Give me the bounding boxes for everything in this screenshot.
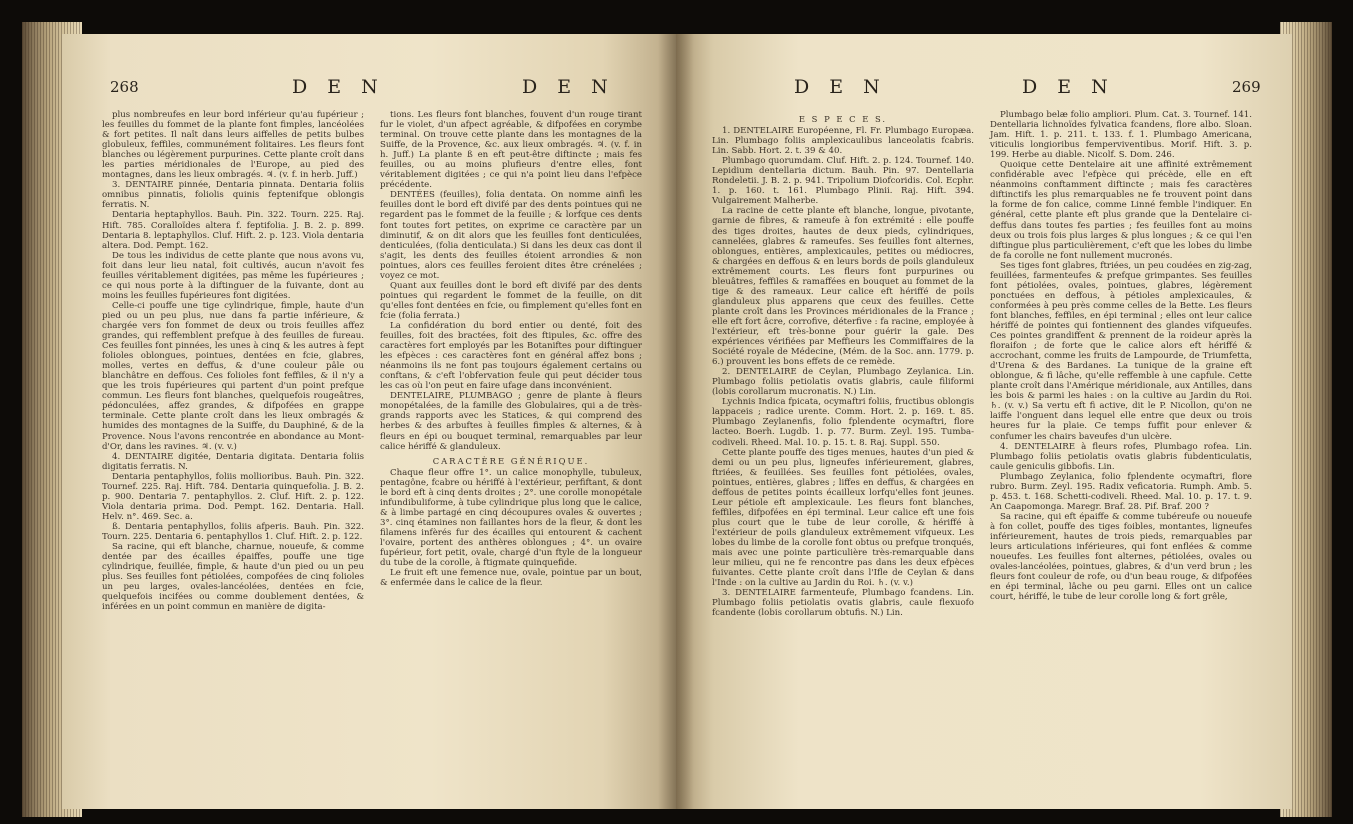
paragraph: plus nombreufes en leur bord inférieur qu'au fupérieur ; les feuilles du fommet de la plante font fimples, lancéolées & fort petites. Il naît dans leurs aiffelles de petits bulbes globuleux, feffiles, communément folitaires. Les fleurs font blanches ou légèrement purpurines. Cette plante croît dans les parties méridionales de l'Europe, au pied des montagnes, dans les lieux ombragés. ♃. (v. f. in herb. Juff.) [102, 110, 364, 181]
paragraph: 3. DENTAIRE pinnée, Dentaria pinnata. Dentaria foliis omnibus pinnatis, foliolis quinis feptenifque oblongis ferratis. N. [102, 180, 364, 211]
running-head-right-1: D E N [794, 76, 887, 98]
running-head-left-2: D E N [522, 76, 615, 98]
right-column-2 [990, 110, 1252, 602]
right-column-1 [712, 110, 974, 618]
paragraph: Sa racine, qui eft épaiffe & comme tubéreufe ou noueufe à fon collet, pouffe des tiges foibles, montantes, ligneufes inférieurement, hautes de trois pieds, remarquables par leurs articulations inférieures, qui font enflées & comme noueufes. Les feuilles font alternes, pétiolées, ovales ou ovales-lancéolées, pointues, glabres, & d'un verd brun ; les fleurs font couleur de rofe, ou d'un beau rouge, & difpofées en épi terminal, lâche ou peu garni. Elles ont un calice court, hériffé, le tube de leur corolle long & fort grêle, [990, 511, 1252, 603]
paragraph: 4. DENTELAIRE à fleurs rofes, Plumbago rofea. Lin. Plumbago foliis petiolatis ovatis glabris fubdenticulatis, caule geniculis gibbofis. Lin. [990, 441, 1252, 472]
left-column-1 [102, 110, 364, 612]
left-column-2 [380, 110, 642, 588]
left-page [62, 34, 676, 809]
paragraph: Lychnis Indica fpicata, ocymaftri foliis, fructibus oblongis lappaceis ; radice urente. Comm. Hort. 2. p. 169. t. 85. Plumbago Zeylanenfis, folio fplendente ocymaftri, flore lacteo. Boerh. Lugdb. 1. p. 77. Burm. Zeyl. 195. Tumba-codiveli. Rheed. Mal. 10. p. 15. t. 8. Raj. Suppl. 550. [712, 397, 974, 448]
paragraph: DENTELAIRE, PLUMBAGO ; genre de plante à fleurs monopétalées, de la famille des Globulaires, qui a de très-grands rapports avec les Statices, & qui comprend des herbes & des arbuftes à feuilles fimples & alternes, & à fleurs en épi ou bouquet terminal, remarquables par leur calice hériffé & glanduleux. [380, 391, 642, 452]
section-heading: E S P E C E S. [798, 114, 888, 124]
paragraph: La racine de cette plante eft blanche, longue, pivotante, garnie de fibres, & rameufe à fon extrémité : elle pouffe des tiges droites, hautes de deux pieds, cylindriques, cannelées, glabres & rameufes. Ses feuilles font alternes, oblongues, entières, amplexicaules, petites ou médiocres, & chargées en deffous & en leurs bords de poils glanduleux extrêmement courts. Les fleurs font purpurines ou bleuâtres, feffiles & ramaffées en bouquet au fommet de la tige & des rameaux. Leur calice eft hériffé de poils glanduleux plus apparens que ceux des feuilles. Cette plante croît dans les Provinces méridionales de la France ; elle eft fort âcre, corrofive, déterfive : fa racine, employée à l'extérieur, eft très-bonne pour guérir la gale. Des expériences vérifiées par Meffieurs les Commiffaires de la Société royale de Médecine, (Mém. de la Soc. ann. 1779. p. 6.) prouvent les bons effets de ce remède. [712, 206, 974, 368]
paragraph: Dentaria heptaphyllos. Bauh. Pin. 322. Tourn. 225. Raj. Hift. 785. Coralloïdes altera f. feptifolia. J. B. 2. p. 899. Dentaria 8. leptaphyllos. Cluf. Hift. 2. p. 123. Viola dentaria altera. Dod. Pempt. 162. [102, 210, 364, 251]
paragraph: La confidération du bord entier ou denté, foit des feuilles, foit des bractées, foit des ftipules, &c. offre des caractères fort employés par les Botaniftes pour diftinguer les efpèces : ces caractères font en général affez bons ; néanmoins ils ne font pas toujours également certains ou conftans, & c'eft l'obfervation feule qui peut décider tous les cas où l'on peut en faire ufage dans inconvénient. [380, 320, 642, 392]
section-heading: CARACTÈRE GÉNÉRIQUE. [432, 455, 590, 466]
running-head-left-1: D E N [292, 76, 385, 98]
paragraph: Chaque fleur offre 1°. un calice monophylle, tubuleux, pentagône, fcabre ou hériffé à l'extérieur, perfiftant, & dont le bord eft à cinq dents droites ; 2°. une corolle monopétale infundibuliforme, à tube cylindrique plus long que le calice, & à limbe partagé en cinq découpures ovales & ouvertes ; 3°. cinq étamines non faillantes hors de la fleur, & dont les filamens infèrés fur des écailles qui entourent & cachent l'ovaire, portent des anthères oblongues ; 4°. un ovaire fupérieur, fort petit, ovale, chargé d'un ftyle de la longueur du tube de la corolle, à ftigmate quinquefide. [380, 467, 642, 569]
paragraph: Celle-ci pouffe une tige cylindrique, fimple, haute d'un pied ou un peu plus, nue dans fa partie inférieure, & chargée vers fon fommet de deux ou trois feuilles affez grandes, qui reffemblent prefque à des feuilles de fureau. Ces feuilles font pinnées, les unes à cinq & les autres à fept folioles oblongues, pointues, dentées en fcie, glabres, molles, vertes en deffus, & d'une couleur pâle ou blanchâtre en deffous. Ces folioles font feffiles, & il n'y a que les trois fupérieures qui partent d'un point prefque commun. Les fleurs font blanches, quelquefois rougeâtres, pédonculées, affez grandes, & difpofées en grappe terminale. Cette plante croît dans les lieux ombragés & humides des montagnes de la Suiffe, du Dauphiné, & de la Provence. Nous l'avons rencontrée en abondance au Mont-d'Or, dans les ravines. ♃. (v. v.) [102, 300, 364, 452]
open-book [22, 22, 1332, 817]
page-number-right: 269 [1232, 78, 1261, 96]
paragraph: 1. DENTELAIRE Européenne, Fl. Fr. Plumbago Europæa. Lin. Plumbago foliis amplexicaulibus lanceolatis fcabris. Lin. Sabb. Hort. 2. t. 39 & 40. [712, 126, 974, 157]
paragraph: ß. Dentaria pentaphyllos, foliis afperis. Bauh. Pin. 322. Tourn. 225. Dentaria 6. pentaphyllos 1. Cluf. Hift. 2. p. 122. [102, 521, 364, 542]
paragraph: Ses tiges font glabres, ftriées, un peu coudées en zig-zag, feuillées, farmenteufes & prefque grimpantes. Ses feuilles font pétiolées, ovales, pointues, glabres, légèrement ponctuées en deffous, à pétioles amplexicaules, & conformées à peu près comme celles de la Bette. Les fleurs font blanches, feffiles, en épi terminal ; elles ont leur calice hériffé de pointes qui fontiennent des glandes vifqueufes. Ces pointes grandiffent & prennent de la roideur après la floraifon ; de forte que le calice alors eft hériffé & accrochant, comme les fruits de Lampourde, de Triumfetta, d'Urena & des Bardanes. La tunique de la graine eft oblongue, & fi lâche, qu'elle reffemble à une capfule. Cette plante croît dans l'Amérique méridionale, aux Antilles, dans les bois & parmi les haies : on la cultive au Jardin du Roi. ♄. (v. v.) Sa vertu eft fi active, dit le P. Nicollon, qu'on ne laiffe l'onguent dans lequel elle entre que deux ou trois heures fur la plaie. Ce temps fuffit pour enlever & confumer les chairs baveufes d'un ulcère. [990, 260, 1252, 442]
paragraph: Quant aux feuilles dont le bord eft divifé par des dents pointues qui regardent le fommet de la feuille, on dit qu'elles font dentées en fcie, ou fimplement qu'elles font en fcie (folia ferrata.) [380, 280, 642, 321]
paragraph: De tous les individus de cette plante que nous avons vu, foit dans leur lieu natal, foit cultivés, aucun n'avoit fes feuilles véritablement digitées, pas même les fupérieures ; ce qui nous porte à la diftinguer de la fuivante, dont au moins les feuilles fupérieures font digitées. [102, 250, 364, 301]
book-gutter [658, 34, 694, 809]
paragraph: Plumbago belæ folio ampliori. Plum. Cat. 3. Tournef. 141. Dentellaria lichnoïdes fylvatica fcandens, flore albo. Sloan. Jam. Hift. 1. p. 211. t. 133. f. 1. Plumbago Americana, viticulis longioribus femperviventibus. Morif. Hift. 3. p. 199. Herbe au diable. Nicolf. S. Dom. 246. [990, 110, 1252, 161]
paragraph: 2. DENTELAIRE de Ceylan, Plumbago Zeylanica. Lin. Plumbago foliis petiolatis ovatis glabris, caule filiformi (lobis corollarum mucronatis. N.) Lin. [712, 367, 974, 398]
paragraph: Plumbago quorumdam. Cluf. Hift. 2. p. 124. Tournef. 140. Lepidium dentellaria dictum. Bauh. Pin. 97. Dentellaria Rondeletii. J. B. 2. p. 941. Tripolium Diofcoridis. Col. Ecphr. 1. p. 160. t. 161. Plumbago Plinii. Raj. Hift. 394. Vulgairement Malherbe. [712, 156, 974, 207]
paragraph: Plumbago Zeylanica, folio fplendente ocymaftri, flore rubro. Burm. Zeyl. 195. Radix veficatoria. Rumph. Amb. 5. p. 453. t. 168. Schetti-codiveli. Rheed. Mal. 10. p. 17. t. 9. An Caapomonga. Maregr. Braf. 28. Pif. Braf. 200 ? [990, 471, 1252, 512]
paragraph: Sa racine, qui eft blanche, charnue, noueufe, & comme dentée par des écailles épaiffes, pouffe une tige cylindrique, feuillée, fimple, & haute d'un pied ou un peu plus. Ses feuilles font pétiolées, compofées de cinq folioles un peu larges, ovales-lancéolées, dentées en fcie, quelquefois incifées ou comme doublement dentées, & inférées en un point commun en manière de digita- [102, 542, 364, 613]
paragraph: DENTÉES (feuilles), folia dentata. On nomme ainfi les feuilles dont le bord eft divifé par des dents pointues qui ne regardent pas le fommet de la feuille ; & lorfque ces dents font toutes fort petites, on exprime ce caractère par un diminutif, & on dit alors que les feuilles font denticulées, denticulées, (folia denticulata.) Si dans les deux cas dont il s'agit, les dents des feuilles étoient arrondies & non pointues, alors ces feuilles feroient dites être crénelées ; voyez ce mot. [380, 190, 642, 281]
paragraph: Quoique cette Dentelaire ait une affinité extrêmement confidérable avec l'efpèce qui précède, elle en eft néanmoins conftamment diftincte ; mais fes caractères diftinctifs les plus remarquables ne fe trouvent point dans la forme de fon calice, comme Linné femble l'indiquer. En général, cette plante eft plus grande que la Dentelaire ci-deffus dans toutes fes parties ; fes feuilles font au moins deux ou trois fois plus larges & plus longues ; & ce qui l'en diftingue plus particulièrement, c'eft que les lobes du limbe de fa corolle ne font nullement mucronés. [990, 160, 1252, 261]
paragraph: Cette plante pouffe des tiges menues, hautes d'un pied & demi ou un peu plus, ligneufes inférieurement, glabres, ftriées, & feuillées. Ses feuilles font pétiolées, ovales, pointues, entières, glabres ; liffes en deffus, & chargées en deffous de petites points écailleux lorfqu'elles font jeunes. Leur pétiole eft amplexicaule. Les fleurs font blanches, feffiles, difpofées en épi terminal. Leur calice eft une fois plus court que le tube de leur corolle, & hériffé à l'extérieur de poils glanduleux extrêmement vifqueux. Les lobes du limbe de la corolle font obtus ou prefque tronqués, mais avec une pointe particulière très-remarquable dans leur milieu, qui ne fe rencontre pas dans les deux efpèces fuivantes. Cette plante croît dans l'Ifle de Ceylan & dans l'Inde : on la cultive au Jardin du Roi. ♄. (v. v.) [712, 447, 974, 589]
running-head-right-2: D E N [1022, 76, 1115, 98]
page-number-left: 268 [110, 78, 139, 96]
paragraph: Le fruit eft une femence nue, ovale, pointue par un bout, & enfermée dans le calice de la fleur. [380, 568, 642, 589]
paragraph: 4. DENTAIRE digitée, Dentaria digitata. Dentaria foliis digitatis ferratis. N. [102, 451, 364, 472]
paragraph: Dentaria pentaphyllos, foliis mollioribus. Bauh. Pin. 322. Tournef. 225. Raj. Hift. 784. Dentaria quinquefolia. J. B. 2. p. 900. Dentaria 7. pentaphyllos. 2. Cluf. Hift. 2. p. 122. Viola dentaria prima. Dod. Pempt. 162. Dentaria. Hall. Helv. n°. 469. Sec. a. [102, 471, 364, 522]
paragraph: tions. Les fleurs font blanches, fouvent d'un rouge tirant fur le violet, d'un afpect agréable, & difpofées en corymbe terminal. On trouve cette plante dans les montagnes de la Suiffe, de la Provence, &c. aux lieux ombragés. ♃. (v. f. in h. Juff.) La plante ß en eft peut-être diftincte ; mais fes feuilles, ou au moins plufieurs d'entre elles, font véritablement digitées ; ce qui n'a point lieu dans l'efpèce précédente. [380, 110, 642, 191]
paragraph: 3. DENTELAIRE farmenteufe, Plumbago fcandens. Lin. Plumbago foliis petiolatis ovatis glabris, caule flexuofo fcandente (lobis corollarum obtufis. N.) Lin. [712, 588, 974, 619]
right-page [676, 34, 1292, 809]
